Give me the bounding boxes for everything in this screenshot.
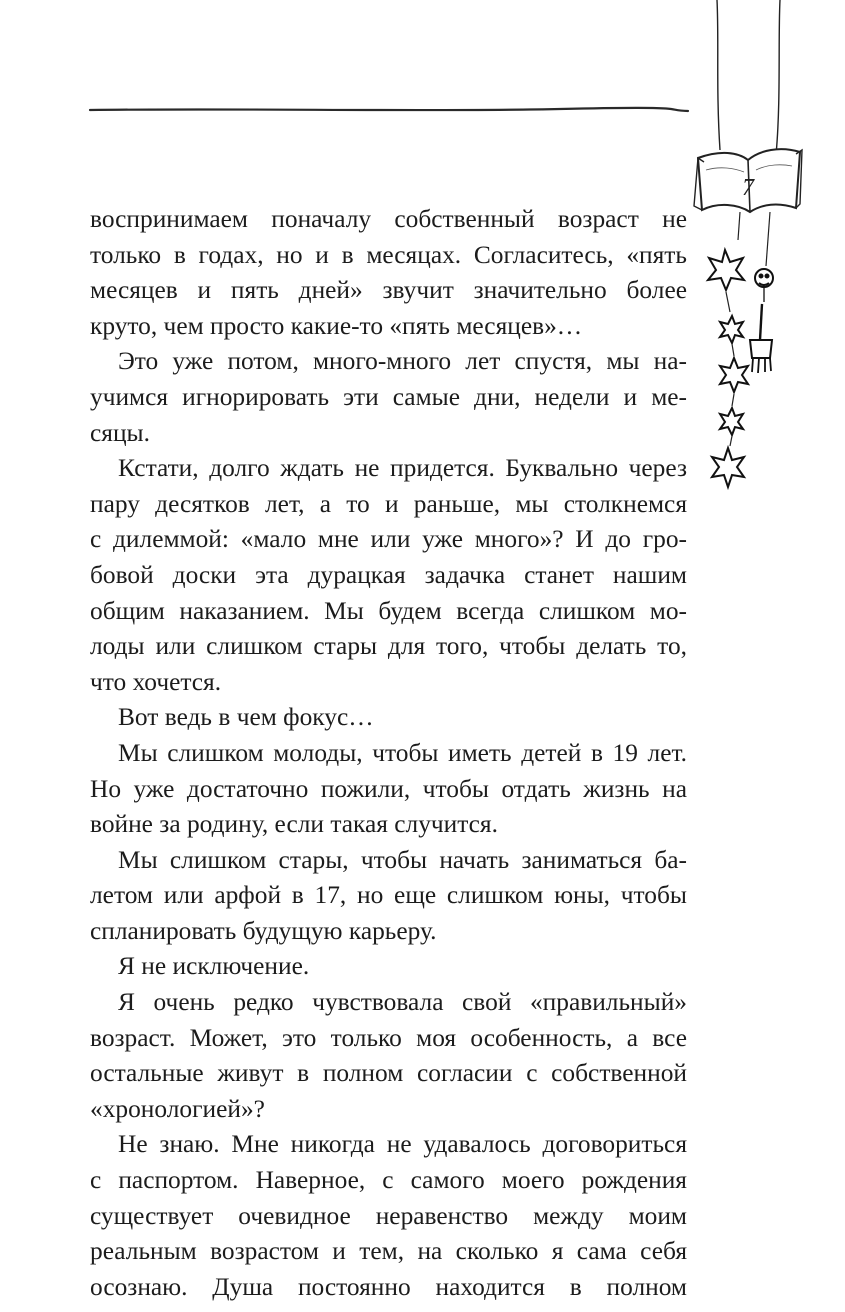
page-number-ornament — [680, 0, 810, 520]
text-line: лоды или слишком стары для того, чтобы делать то, — [90, 632, 687, 661]
text-line: реальным возрастом и тем, на сколько я сама себя — [90, 1237, 687, 1266]
text-line: осознаю. Душа постоянно находится в полном — [90, 1272, 687, 1301]
star-chain-icon — [708, 212, 748, 487]
paragraph — [90, 985, 687, 1127]
text-line: общим наказанием. Мы будем всегда слишком мо- — [90, 596, 687, 625]
paragraph — [90, 451, 687, 700]
text-line: что хочется. — [90, 667, 222, 696]
text-line: с дилеммой: «мало мне или уже много»? И до гро- — [90, 525, 687, 554]
text-line: Но уже достаточно пожили, чтобы отдать жизнь на — [90, 774, 687, 803]
text-line: сяцы. — [90, 418, 150, 447]
hanging-string-right-icon — [776, 0, 780, 155]
text-line: с паспортом. Наверное, с самого моего рождения — [90, 1166, 687, 1195]
paragraph — [90, 344, 687, 451]
text-line: Мы слишком стары, чтобы начать заниматься ба- — [118, 845, 687, 874]
paragraph — [90, 736, 687, 843]
text-line: воспринимаем поначалу собственный возраст не — [90, 205, 687, 233]
text-line: войне за родину, если такая случится. — [90, 810, 498, 839]
text-line: возраст. Может, это только моя особенность, а все — [90, 1023, 687, 1052]
paragraph — [90, 949, 687, 985]
paragraph — [90, 202, 687, 344]
text-line: Это уже потом, много-много лет спустя, мы на- — [118, 347, 687, 376]
text-line: Я очень редко чувствовала свой «правильный» — [118, 988, 687, 1017]
text-line: круто, чем просто какие-то «пять месяцев»… — [90, 311, 583, 340]
body-text — [90, 202, 687, 1305]
text-line: «хронологией»? — [90, 1094, 265, 1123]
text-line: существует очевидное неравенство между моим — [90, 1201, 687, 1230]
text-line: бовой доски эта дурацкая задачка станет нашим — [90, 560, 687, 589]
page-number: 7 — [742, 175, 754, 201]
text-line: Я не исключение. — [118, 952, 310, 981]
text-line: пару десятков лет, а то и раньше, мы столкнемся — [90, 489, 687, 518]
fork-icon — [750, 212, 773, 373]
text-line: остальные живут в полном согласии с собственной — [90, 1059, 687, 1088]
text-line: Не знаю. Мне никогда не удавалось договориться — [118, 1130, 687, 1159]
text-line: только в годах, но и в месяцах. Согласитесь, «пять — [90, 240, 687, 269]
text-line: Кстати, долго ждать не придется. Буквально через — [118, 454, 687, 483]
text-line: Вот ведь в чем фокус… — [118, 703, 374, 732]
paragraph — [90, 843, 687, 950]
text-line: месяцев и пять дней» звучит значительно более — [90, 276, 687, 305]
text-line: спланировать будущую карьеру. — [90, 916, 437, 945]
text-line: летом или арфой в 17, но еще слишком юны, чтобы — [90, 881, 687, 910]
hanging-string-left-icon — [717, 0, 720, 150]
paragraph — [90, 1127, 687, 1305]
text-line: Мы слишком молоды, чтобы иметь детей в 19 лет. — [118, 738, 687, 767]
paragraph — [90, 700, 687, 736]
text-line: учимся игнорировать эти самые дни, недели и ме- — [90, 382, 687, 411]
